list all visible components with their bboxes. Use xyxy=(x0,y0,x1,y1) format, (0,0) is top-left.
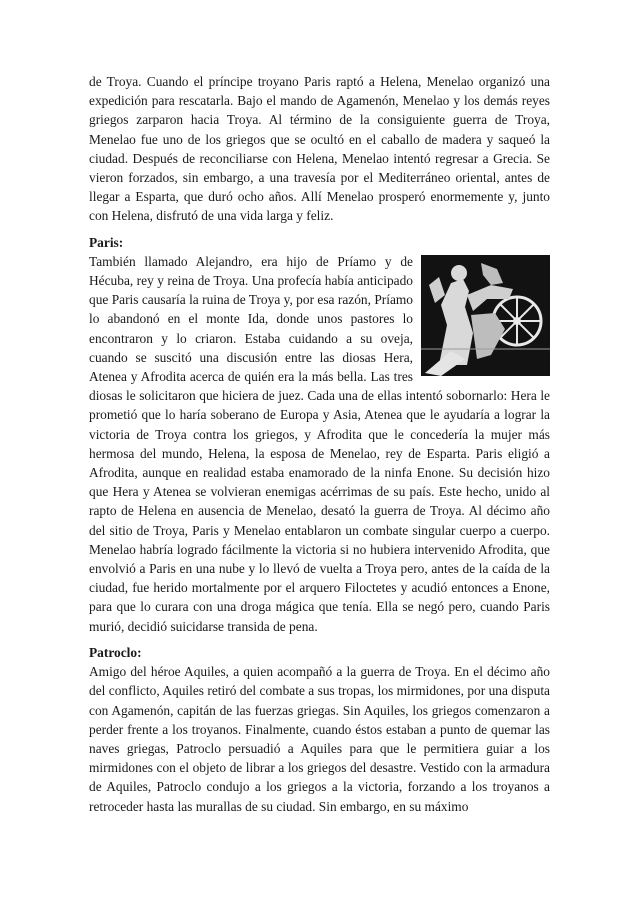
section-body-paris: También llamado Alejandro, era hijo de Príamo y de Hécuba, rey y reina de Troya. Una profecía había anticipado que Paris causaría la ruina de Troya y, por esa razón, Príamo lo abandonó en el monte Ida, donde unos pastores lo encontraron y lo criaron. Estaba cuidando a su oveja, cuando se suscitó una discusión entre las diosas Hera, Atenea y Afrodita acerca de quién era la más bella. Las tres diosas le solicitaron que hiciera de juez. Cada una de ellas intentó sobornarlo: Hera le prometió que lo haría soberano de Europa y Asia, Atenea que le ayudaría a lograr la victoria de Troya contra los griegos, y Afrodita que le concedería la mujer más hermosa del mundo, Helena, la esposa de Menelao, rey de Esparta. Paris eligió a Afrodita, aunque en realidad estaba enamorado de la ninfa Enone. Su decisión hizo que Hera y Atenea se volvieran enemigas acérrimas de su país. Este hecho, unido al rapto de Helena en ausencia de Menelao, desató la guerra de Troya. Al décimo año del sitio de Troya, Paris y Menelao entablaron un combate singular cuerpo a cuerpo. Menelao habría logrado fácilmente la victoria si no hubiera intervenido Afrodita, que envolvió a Paris en una nube y lo llevó de vuelta a Troya pero, antes de la caída de la ciudad, fue herido mortalmente por el arquero Filoctetes y acudió entonces a Enone, para que lo curara con una droga mágica que tenía. Ella se negó pero, cuando Paris murió, decidió suicidarse transida de pena. xyxy=(89,253,550,634)
intro-paragraph: de Troya. Cuando el príncipe troyano Paris raptó a Helena, Menelao organizó una expedición para rescatarla. Bajo el mando de Agamenón, Menelao y los demás reyes griegos zarparon hacia Troya. Al término de la consiguiente guerra de Troya, Menelao fue uno de los griegos que se ocultó en el caballo de madera y saqueó la ciudad. Después de reconciliarse con Helena, Menelao intentó regresar a Grecia. Se vieron forzados, sin embargo, a una travesía por el Mediterráneo oriental, antes de llegar a Esparta, que duró ocho años. Allí Menelao prosperó enormemente y, junto con Helena, disfrutó de una vida larga y feliz. xyxy=(89,74,550,224)
greek-vase-chariot-image xyxy=(421,255,550,376)
document-page xyxy=(89,72,550,816)
section-body-patroclo: Amigo del héroe Aquiles, a quien acompañó a la guerra de Troya. En el décimo año del conflicto, Aquiles retiró del combate a sus tropas, los mirmidones, por una disputa con Agamenón, capitán de las fuerzas griegas. Sin Aquiles, los griegos comenzaron a perder frente a los troyanos. Finalmente, cuando éstos estaban a punto de quemar las naves griegas, Patroclo persuadió a Aquiles para que le permitiera guiar a los mirmidones con el objeto de librar a los griegos del desastre. Vestido con la armadura de Aquiles, Patroclo condujo a los griegos a la victoria, forzando a los troyanos a retroceder hasta las murallas de su ciudad. Sin embargo, en su máximo xyxy=(89,664,550,814)
section-paris xyxy=(89,233,550,636)
section-patroclo xyxy=(89,643,550,816)
section-heading-paris: Paris: xyxy=(89,234,124,250)
section-heading-patroclo: Patroclo: xyxy=(89,644,142,660)
